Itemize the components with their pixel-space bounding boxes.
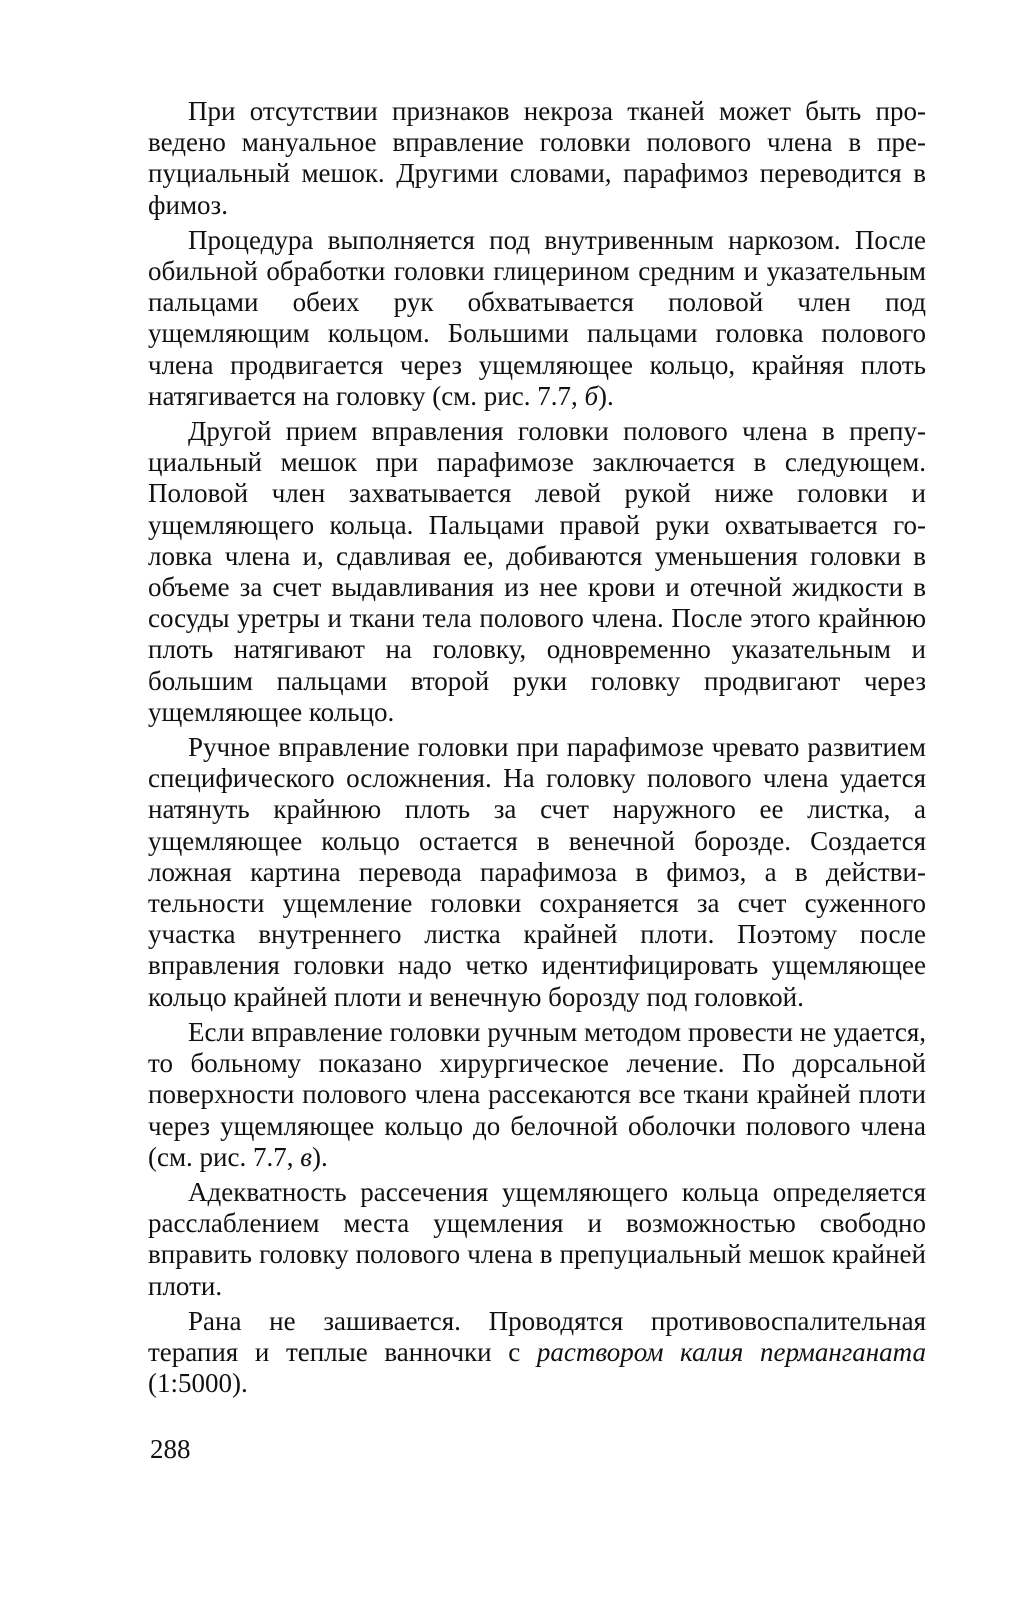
- figure-reference: б: [584, 380, 599, 411]
- paragraph: При отсутствии признаков некроза тканей может быть проведено мануальное вправление головки полового члена в препуциальный мешок. Другими словами, парафимоз переводится в фимоз.: [148, 96, 926, 220]
- paragraph: Ручное вправление головки при парафимозе чревато развитием специфического осложнения. На головку полового члена удается натянуть крайнюю плоть за счет наружного ее листка, а ущемляющее кольцо остается в венечной борозде. Создается ложная картина перевода парафимоза в фимоз, а в действительности ущемление головки сохраняется за счет суженного участка внутреннего листка крайней плоти. Поэтому после вправления головки надо четко идентифицировать ущемляющее кольцо крайней плоти и венечную борозду под головкой.: [148, 732, 926, 1012]
- paragraph-text: Процедура выполняется под внутривенным наркозом. После обильной обработки головки глицерином средним и указательным пальцами обеих рук обхватывается половой член под ущемляющим кольцом. Большими пальцами головка полового члена продвигается через ущемляющее кольцо, крайняя плоть натягивается на головку (см. рис. 7.7,: [148, 224, 926, 411]
- paragraph-text: ).: [598, 380, 614, 411]
- paragraph: [148, 225, 926, 412]
- paragraph: Адекватность рассечения ущемляющего кольца определяется расслаблением места ущемления и возможностью свободно вправить головку полового члена в препуциальный мешок крайней плоти.: [148, 1176, 926, 1301]
- drug-name: раствором калия перманганата: [536, 1336, 926, 1367]
- paragraph-text: (1:5000).: [148, 1368, 248, 1399]
- paragraph-text: Рана не зашивается. Проводятся противовоспалительная терапия и теплые ванночки с: [148, 1305, 926, 1367]
- paragraph: [148, 1017, 926, 1173]
- paragraph-text: Если вправление головки ручным методом провести не удается, то больному показано хирургическое лечение. По дорсальной поверхности полового члена рассекаются все ткани крайней плоти через ущемляющее кольцо до белочной оболочки полового члена (см. рис. 7.7,: [148, 1016, 926, 1172]
- paragraph-text: ).: [311, 1141, 328, 1172]
- paragraph: Другой прием вправления головки полового члена в препуциальный мешок при парафимозе заключается в следующем. Половой член захватывается левой рукой ниже головки и ущемляющего кольца. Пальцами правой руки охватывается головка члена и, сдавливая ее, добиваются уменьшения головки в объеме за счет выдавливания из нее крови и отечной жидкости в сосуды уретры и ткани тела полового члена. После этого крайнюю плоть натягивают на головку, одновременно указательным и большим пальцами второй руки головку продвигают через ущемляющее кольцо.: [148, 416, 926, 727]
- page-text: [148, 96, 926, 1399]
- paragraph: [148, 1306, 926, 1400]
- figure-reference: в: [300, 1141, 312, 1172]
- page-number: 288: [150, 1434, 191, 1464]
